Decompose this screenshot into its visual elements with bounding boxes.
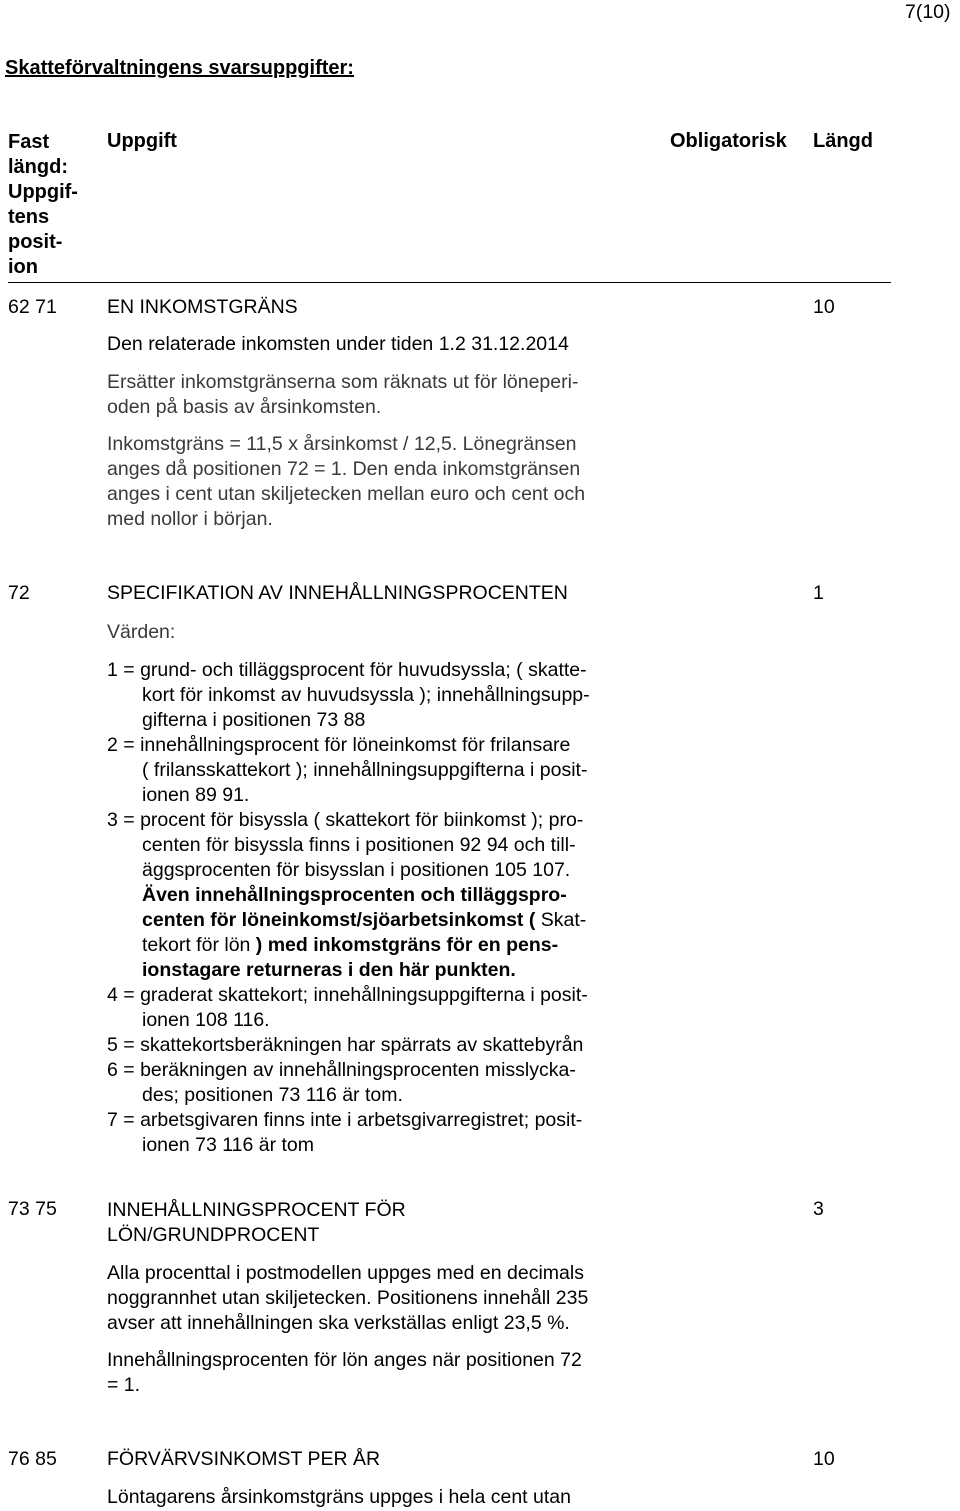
row4-paragraph-1: Löntagarens årsinkomstgräns uppges i hela cent utan: [107, 1486, 571, 1508]
value-item-1: 1 = grund- och tilläggsprocent för huvudsyssla; ( skatte- kort för inkomst av huvudsyssla ); innehållningsupp- gifterna i positionen 73 88: [107, 659, 590, 731]
row1-length: 10: [813, 296, 835, 318]
page-number: 7(10): [905, 1, 951, 23]
row1-paragraph-2: Inkomstgräns = 11,5 x årsinkomst / 12,5. Lönegränsen anges då positionen 72 = 1. Den enda inkomstgränsen anges i cent utan skiljetecken mellan euro och cent och med nollor i början.: [107, 433, 586, 530]
value-note: Även innehållningsprocenten och tilläggspro- centen för löneinkomst/sjöarbetsinkomst ( Skat- tekort för lön ) med inkomstgräns för en pens- ionstagare returneras i den här punkten.: [142, 884, 587, 981]
section-title: Skatteförvaltningens svarsuppgifter:: [5, 57, 354, 79]
header-task: Uppgift: [107, 130, 177, 152]
header-position: Fast längd: Uppgif- tens posit- ion: [8, 131, 78, 278]
row4-title: FÖRVÄRVSINKOMST PER ÅR: [107, 1448, 381, 1470]
row1-subtitle: Den relaterade inkomsten under tiden 1.2 31.12.2014: [107, 333, 569, 355]
row1-title: EN INKOMSTGRÄNS: [107, 296, 298, 318]
row2-length: 1: [813, 582, 824, 604]
row3-paragraph-2: Innehållningsprocenten för lön anges när positionen 72 = 1.: [107, 1349, 582, 1396]
row4-position: 76 85: [8, 1448, 57, 1470]
row3-length: 3: [813, 1198, 824, 1220]
row1-position: 62 71: [8, 296, 57, 318]
value-item-6: 6 = beräkningen av innehållningsprocenten misslycka- des; positionen 73 116 är tom.: [107, 1059, 576, 1106]
header-mandatory: Obligatorisk: [670, 130, 787, 152]
row3-title: INNEHÅLLNINGSPROCENT FÖR LÖN/GRUNDPROCENT: [107, 1199, 406, 1246]
value-item-3: 3 = procent för bisyssla ( skattekort för biinkomst ); pro- centen för bisyssla finns i positionen 92 94 och till- äggsprocenten för bisysslan i positionen 105 107.: [107, 809, 584, 881]
value-item-4: 4 = graderat skattekort; innehållningsuppgifterna i posit- ionen 108 116.: [107, 984, 588, 1031]
row2-values-list: [107, 658, 590, 1158]
row1-paragraph-1: Ersätter inkomstgränserna som räknats ut för löneperi- oden på basis av årsinkomsten.: [107, 371, 579, 418]
value-item-5: 5 = skattekortsberäkningen har spärrats av skattebyrån: [107, 1034, 584, 1056]
row3-position: 73 75: [8, 1198, 57, 1220]
row3-paragraph-1: Alla procenttal i postmodellen uppges med en decimals noggrannhet utan skiljetecken. Positionens innehåll 235 avser att innehållningen ska verkställas enligt 23,5 %.: [107, 1262, 589, 1334]
value-item-7: 7 = arbetsgivaren finns inte i arbetsgivarregistret; posit- ionen 73 116 är tom: [107, 1109, 583, 1156]
header-length: Längd: [813, 130, 873, 152]
row2-title: SPECIFIKATION AV INNEHÅLLNINGSPROCENTEN: [107, 582, 568, 604]
row4-length: 10: [813, 1448, 835, 1470]
row2-position: 72: [8, 582, 30, 604]
header-divider: [8, 282, 891, 283]
value-item-2: 2 = innehållningsprocent för löneinkomst för frilansare ( frilansskattekort ); innehållningsuppgifterna i posit- ionen 89 91.: [107, 734, 588, 806]
row2-values-label: Värden:: [107, 621, 176, 643]
